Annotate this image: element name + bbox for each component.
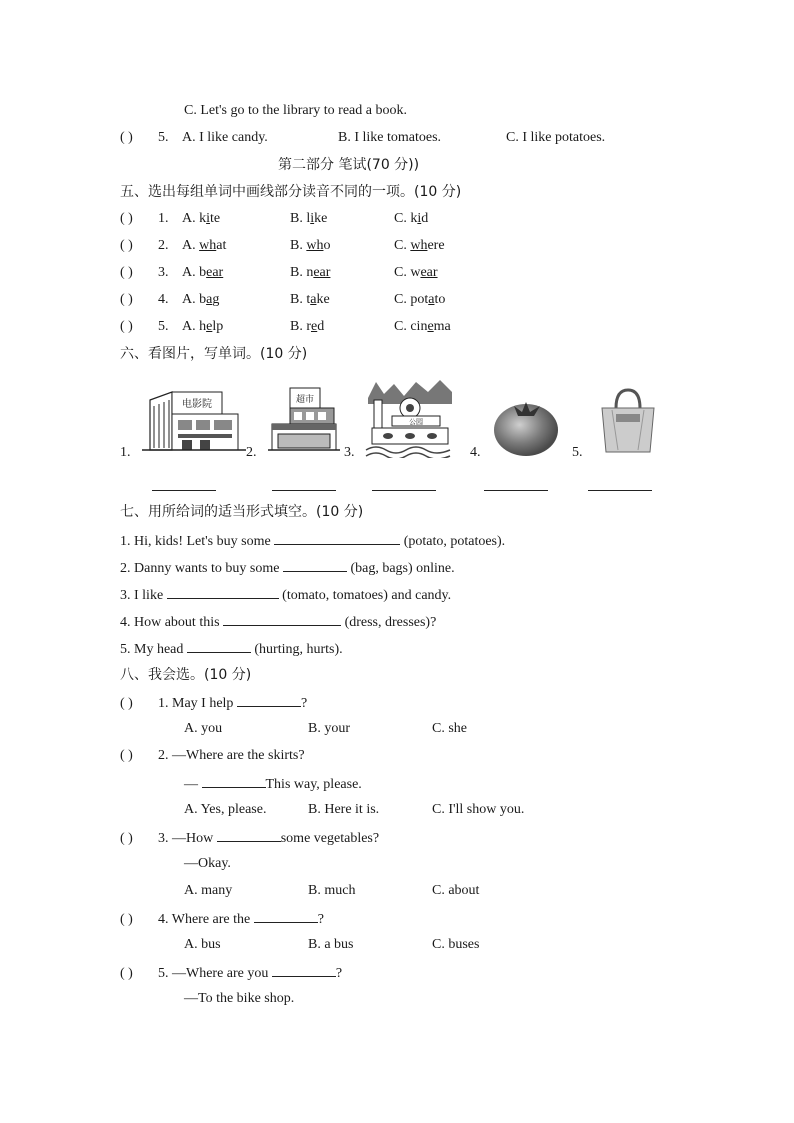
underlined-letters: e <box>311 319 318 334</box>
underlined-letters: wh <box>199 238 217 253</box>
options-row <box>184 936 584 954</box>
option-a[interactable]: A. many <box>184 883 233 898</box>
item-text: 2. Danny wants to buy some <box>120 561 283 576</box>
fill-blank[interactable] <box>202 774 266 788</box>
option-b[interactable]: B. red <box>290 319 325 334</box>
underlined-letters: e <box>206 319 213 334</box>
phonics-row <box>120 291 446 309</box>
answer-paren[interactable]: ( ) <box>120 130 133 145</box>
answer-paren[interactable]: ( ) <box>120 265 133 280</box>
fill-item <box>120 639 343 659</box>
tomato-picture <box>490 396 562 458</box>
option-c[interactable]: C. where <box>394 238 445 253</box>
fill-blank[interactable] <box>167 585 279 599</box>
option-c[interactable]: C. about <box>432 883 480 898</box>
question-text: —Where are the skirts? <box>172 748 305 763</box>
fill-blank[interactable] <box>283 558 347 572</box>
underlined-letters: i <box>417 211 422 226</box>
underlined-letters: wh <box>410 238 428 253</box>
item-text: (bag, bags) online. <box>346 561 455 576</box>
phonics-row <box>120 210 429 228</box>
question-text: May I help <box>172 696 237 711</box>
underlined-letters: ear <box>313 265 331 280</box>
question-row <box>120 747 305 765</box>
answer-line-5[interactable] <box>588 490 652 492</box>
fill-item <box>120 531 505 551</box>
answer-line <box>184 774 362 794</box>
option-c[interactable]: C. buses <box>432 937 480 952</box>
option-a[interactable]: A. bag <box>182 292 220 307</box>
question-row <box>120 129 606 147</box>
phonics-row <box>120 318 451 336</box>
question-number: 3. <box>158 265 169 280</box>
option-b[interactable]: B. take <box>290 292 330 307</box>
option-a[interactable]: A. you <box>184 721 223 736</box>
fill-blank[interactable] <box>274 531 400 545</box>
picture-label: 2. <box>246 445 257 460</box>
item-text: 4. How about this <box>120 615 224 630</box>
answer-paren[interactable]: ( ) <box>120 912 133 927</box>
answer-paren[interactable]: ( ) <box>120 748 133 763</box>
supermarket-sign: 超市 <box>295 395 315 405</box>
option-b[interactable]: B. near <box>290 265 331 280</box>
question-row <box>120 963 342 983</box>
picture-label: 4. <box>470 445 481 460</box>
underlined-letters: e <box>427 319 434 334</box>
fill-item <box>120 558 455 578</box>
question-number: 1. <box>158 696 169 711</box>
option-b[interactable]: B. your <box>308 721 350 736</box>
section-8-title: 八、我会选。(10 分) <box>120 667 252 683</box>
underlined-letters: a <box>428 292 435 307</box>
item-text: (potato, potatoes). <box>400 534 506 549</box>
park-sign: 公园 <box>409 418 423 426</box>
answer-paren[interactable]: ( ) <box>120 319 133 334</box>
option-a[interactable]: A. bus <box>184 937 221 952</box>
question-row <box>120 828 379 848</box>
option-b: B. I like tomatoes. <box>338 130 442 145</box>
question-text: This way, please. <box>265 777 362 792</box>
cinema-sign: 电影院 <box>182 399 212 410</box>
answer-paren[interactable]: ( ) <box>120 211 133 226</box>
option-c[interactable]: C. wear <box>394 265 438 280</box>
answer-line-4[interactable] <box>484 490 548 492</box>
supermarket-picture <box>268 384 340 454</box>
phonics-row <box>120 264 438 282</box>
underlined-letters: i <box>310 211 315 226</box>
underlined-letters: wh <box>306 238 324 253</box>
part-title: 第二部分 笔试(70 分)) <box>278 157 420 173</box>
option-a[interactable]: A. help <box>182 319 224 334</box>
reply-line: —Okay. <box>184 856 231 871</box>
question-row <box>120 693 307 713</box>
underlined-letters: ear <box>420 265 438 280</box>
options-row <box>184 882 584 900</box>
fill-blank[interactable] <box>187 639 251 653</box>
question-number: 5. <box>158 130 169 145</box>
section-7-title: 七、用所给词的适当形式填空。(10 分) <box>120 504 364 520</box>
fill-item <box>120 585 451 605</box>
question-number: 4. <box>158 912 169 927</box>
option-b[interactable]: B. who <box>290 238 331 253</box>
question-row <box>120 909 324 929</box>
item-text: 1. Hi, kids! Let's buy some <box>120 534 275 549</box>
option-c-line: C. Let's go to the library to read a book. <box>184 103 407 118</box>
picture-label: 1. <box>120 445 131 460</box>
option-a: A. I like candy. <box>182 130 268 145</box>
question-text: —Where are you <box>172 966 272 981</box>
answer-line-2[interactable] <box>272 490 336 492</box>
section-5-title: 五、选出每组单词中画线部分读音不同的一项。(10 分) <box>120 184 462 200</box>
answer-line-3[interactable] <box>372 490 436 492</box>
reply-line: —To the bike shop. <box>184 991 295 1006</box>
question-text: some vegetables? <box>280 831 380 846</box>
item-text: 5. My head <box>120 642 187 657</box>
option-a[interactable]: A. kite <box>182 211 221 226</box>
option-a[interactable]: A. Yes, please. <box>184 802 267 817</box>
fill-blank[interactable] <box>272 963 336 977</box>
question-text: ? <box>317 912 324 927</box>
question-number: 3. <box>158 831 169 846</box>
option-b[interactable]: B. like <box>290 211 328 226</box>
underlined-letters: a <box>206 292 213 307</box>
question-text: ? <box>300 696 308 711</box>
option-c[interactable]: C. kid <box>394 211 429 226</box>
answer-paren[interactable]: ( ) <box>120 292 133 307</box>
answer-line-1[interactable] <box>152 490 216 492</box>
item-text: (hurting, hurts). <box>250 642 343 657</box>
picture-label: 3. <box>344 445 355 460</box>
item-text: (tomato, tomatoes) and candy. <box>278 588 452 603</box>
question-text: ? <box>335 966 343 981</box>
question-text: Where are the <box>171 912 254 927</box>
option-c[interactable]: C. she <box>432 721 467 736</box>
item-text: 3. I like <box>120 588 167 603</box>
question-number: 2. <box>158 238 169 253</box>
question-number: 4. <box>158 292 169 307</box>
underlined-letters: ear <box>206 265 224 280</box>
question-text: — <box>184 777 202 792</box>
question-number: 5. <box>158 319 169 334</box>
option-a[interactable]: A. what <box>182 238 227 253</box>
cinema-picture <box>142 386 246 454</box>
underlined-letters: i <box>206 211 211 226</box>
fill-item <box>120 612 436 632</box>
option-c[interactable]: C. cinema <box>394 319 451 334</box>
answer-paren[interactable]: ( ) <box>120 696 133 711</box>
fill-blank[interactable] <box>254 909 318 923</box>
option-a[interactable]: A. bear <box>182 265 224 280</box>
fill-blank[interactable] <box>223 612 341 626</box>
option-c[interactable]: C. potato <box>394 292 446 307</box>
answer-paren[interactable]: ( ) <box>120 966 133 981</box>
option-b[interactable]: B. much <box>308 883 356 898</box>
underlined-letters: a <box>310 292 317 307</box>
section-6-title: 六、看图片，写单词。(10 分) <box>120 346 308 362</box>
picture-label: 5. <box>572 445 583 460</box>
question-text: —How <box>172 831 217 846</box>
fill-blank[interactable] <box>237 693 301 707</box>
question-number: 1. <box>158 211 169 226</box>
fill-blank[interactable] <box>217 828 281 842</box>
question-number: 2. <box>158 748 169 763</box>
option-c: C. I like potatoes. <box>506 130 606 145</box>
answer-paren[interactable]: ( ) <box>120 238 133 253</box>
option-b[interactable]: B. Here it is. <box>308 802 380 817</box>
bag-picture <box>596 386 660 456</box>
item-text: (dress, dresses)? <box>341 615 437 630</box>
option-b[interactable]: B. a bus <box>308 937 354 952</box>
question-number: 5. <box>158 966 169 981</box>
options-row <box>184 801 584 819</box>
options-row <box>184 720 584 738</box>
park-picture <box>364 378 454 458</box>
phonics-row <box>120 237 445 255</box>
answer-paren[interactable]: ( ) <box>120 831 133 846</box>
option-c[interactable]: C. I'll show you. <box>432 802 525 817</box>
